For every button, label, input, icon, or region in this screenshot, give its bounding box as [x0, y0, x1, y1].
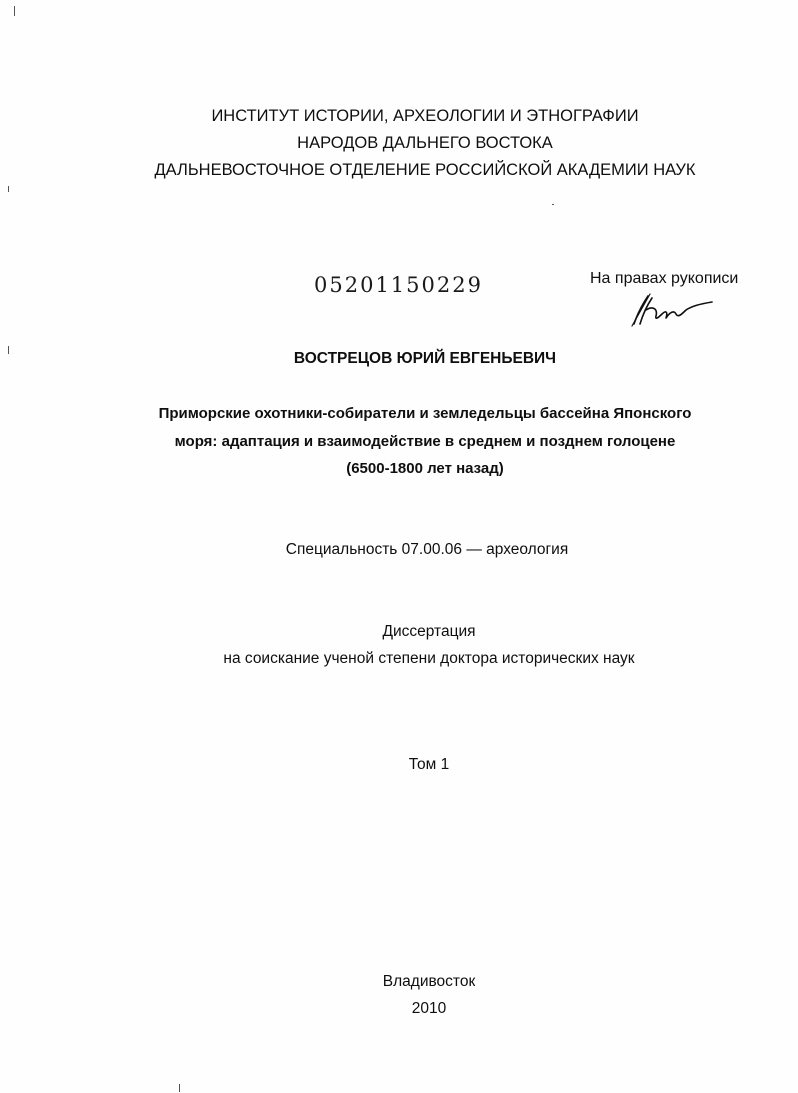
scan-speck	[8, 346, 9, 354]
signature-icon	[628, 290, 718, 330]
institute-line-1: ИНСТИТУТ ИСТОРИИ, АРХЕОЛОГИИ И ЭТНОГРАФИИ	[211, 107, 639, 125]
title-line-1: Приморские охотники-собиратели и земледельцы бассейна Японского	[158, 405, 692, 422]
scan-speck	[14, 6, 15, 16]
archive-number: 05201150229	[314, 273, 483, 297]
institute-line-3: ДАЛЬНЕВОСТОЧНОЕ ОТДЕЛЕНИЕ РОССИЙСКОЙ АКАДЕМИИ НАУК	[154, 161, 696, 179]
institute-line-2: НАРОДОВ ДАЛЬНЕГО ВОСТОКА	[297, 134, 553, 152]
manuscript-note: На правах рукописи	[590, 270, 739, 287]
scan-speck	[8, 186, 9, 192]
scan-speck	[552, 204, 554, 205]
dissertation-line-1: Диссертация	[382, 623, 476, 640]
author-name: ВОСТРЕЦОВ ЮРИЙ ЕВГЕНЬЕВИЧ	[293, 350, 557, 367]
year: 2010	[411, 1000, 447, 1017]
city: Владивосток	[382, 973, 476, 990]
specialty: Специальность 07.00.06 — археология	[285, 541, 569, 558]
scan-speck	[179, 1084, 180, 1092]
title-line-3: (6500-1800 лет назад)	[346, 460, 504, 477]
title-line-2: моря: адаптация и взаимодействие в среднем и позднем голоцене	[174, 433, 676, 450]
volume-label: Том 1	[408, 756, 450, 773]
dissertation-line-2: на соискание ученой степени доктора исторических наук	[223, 650, 635, 667]
